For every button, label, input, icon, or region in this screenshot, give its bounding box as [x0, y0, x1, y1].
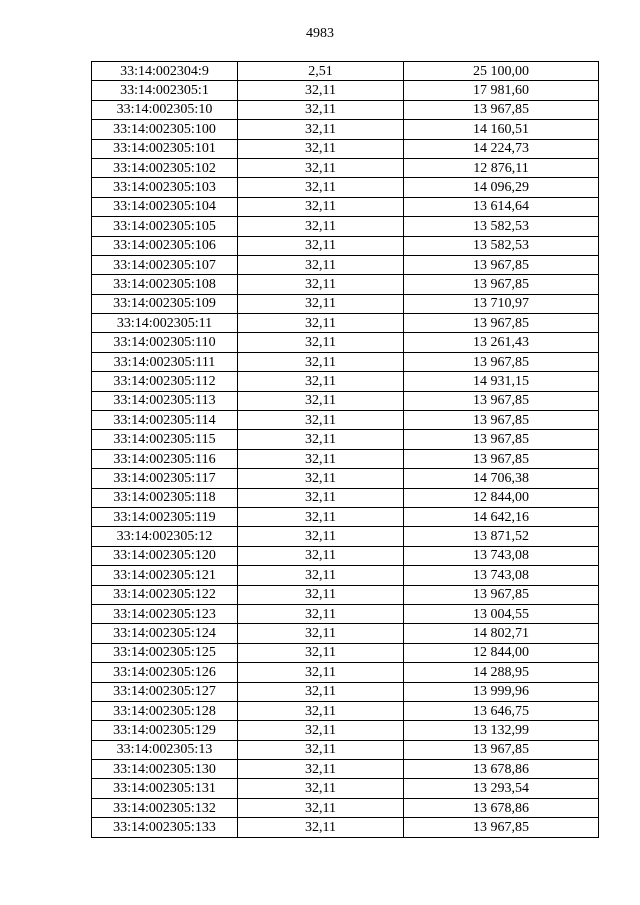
area-cell: 32,11 — [238, 546, 404, 565]
cadastral-number-cell: 33:14:002305:117 — [92, 469, 238, 488]
area-cell: 32,11 — [238, 294, 404, 313]
value-cell: 14 096,29 — [404, 178, 599, 197]
cadastral-number-cell: 33:14:002305:116 — [92, 449, 238, 468]
table-row — [92, 643, 599, 662]
table-row — [92, 721, 599, 740]
value-cell: 13 967,85 — [404, 275, 599, 294]
table-row — [92, 372, 599, 391]
page-number: 4983 — [306, 26, 334, 41]
area-cell: 32,11 — [238, 701, 404, 720]
table-row — [92, 81, 599, 100]
cadastral-number-cell: 33:14:002305:124 — [92, 624, 238, 643]
area-cell: 32,11 — [238, 197, 404, 216]
area-cell: 32,11 — [238, 158, 404, 177]
table-body — [92, 62, 599, 838]
cadastral-number-cell: 33:14:002305:132 — [92, 798, 238, 817]
area-cell: 2,51 — [238, 62, 404, 81]
value-cell: 13 967,85 — [404, 411, 599, 430]
value-cell: 13 967,85 — [404, 818, 599, 837]
value-cell: 13 967,85 — [404, 430, 599, 449]
area-cell: 32,11 — [238, 449, 404, 468]
area-cell: 32,11 — [238, 333, 404, 352]
table-row — [92, 411, 599, 430]
cadastral-number-cell: 33:14:002305:11 — [92, 314, 238, 333]
table-row — [92, 217, 599, 236]
table-row — [92, 275, 599, 294]
cadastral-number-cell: 33:14:002305:130 — [92, 760, 238, 779]
cadastral-number-cell: 33:14:002305:120 — [92, 546, 238, 565]
value-cell: 13 967,85 — [404, 255, 599, 274]
table-row — [92, 624, 599, 643]
table-row — [92, 178, 599, 197]
table-row — [92, 682, 599, 701]
table-row — [92, 798, 599, 817]
value-cell: 13 967,85 — [404, 585, 599, 604]
value-cell: 14 802,71 — [404, 624, 599, 643]
cadastral-number-cell: 33:14:002305:123 — [92, 604, 238, 623]
value-cell: 12 844,00 — [404, 643, 599, 662]
area-cell: 32,11 — [238, 643, 404, 662]
table-row — [92, 139, 599, 158]
cadastral-number-cell: 33:14:002305:111 — [92, 352, 238, 371]
value-cell: 14 642,16 — [404, 507, 599, 526]
cadastral-number-cell: 33:14:002305:119 — [92, 507, 238, 526]
area-cell: 32,11 — [238, 798, 404, 817]
area-cell: 32,11 — [238, 488, 404, 507]
value-cell: 13 967,85 — [404, 314, 599, 333]
value-cell: 14 288,95 — [404, 663, 599, 682]
area-cell: 32,11 — [238, 352, 404, 371]
area-cell: 32,11 — [238, 604, 404, 623]
table-row — [92, 158, 599, 177]
value-cell: 13 967,85 — [404, 391, 599, 410]
cadastral-number-cell: 33:14:002305:103 — [92, 178, 238, 197]
table-row — [92, 120, 599, 139]
value-cell: 12 876,11 — [404, 158, 599, 177]
area-cell: 32,11 — [238, 255, 404, 274]
area-cell: 32,11 — [238, 469, 404, 488]
area-cell: 32,11 — [238, 314, 404, 333]
value-cell: 13 743,08 — [404, 566, 599, 585]
cadastral-number-cell: 33:14:002305:110 — [92, 333, 238, 352]
value-cell: 13 743,08 — [404, 546, 599, 565]
value-cell: 25 100,00 — [404, 62, 599, 81]
cadastral-number-cell: 33:14:002305:126 — [92, 663, 238, 682]
value-cell: 14 160,51 — [404, 120, 599, 139]
table-row — [92, 585, 599, 604]
area-cell: 32,11 — [238, 663, 404, 682]
area-cell: 32,11 — [238, 682, 404, 701]
cadastral-number-cell: 33:14:002305:101 — [92, 139, 238, 158]
cadastral-number-cell: 33:14:002305:107 — [92, 255, 238, 274]
value-cell: 13 967,85 — [404, 100, 599, 119]
area-cell: 32,11 — [238, 624, 404, 643]
table-row — [92, 779, 599, 798]
cadastral-number-cell: 33:14:002304:9 — [92, 62, 238, 81]
value-cell: 13 967,85 — [404, 740, 599, 759]
table-row — [92, 352, 599, 371]
value-cell: 17 981,60 — [404, 81, 599, 100]
table-row — [92, 740, 599, 759]
value-cell: 14 931,15 — [404, 372, 599, 391]
table-row — [92, 818, 599, 837]
value-cell: 13 999,96 — [404, 682, 599, 701]
value-cell: 13 678,86 — [404, 798, 599, 817]
table-row — [92, 527, 599, 546]
table-row — [92, 255, 599, 274]
area-cell: 32,11 — [238, 100, 404, 119]
cadastral-number-cell: 33:14:002305:112 — [92, 372, 238, 391]
area-cell: 32,11 — [238, 81, 404, 100]
area-cell: 32,11 — [238, 236, 404, 255]
value-cell: 12 844,00 — [404, 488, 599, 507]
cadastral-number-cell: 33:14:002305:127 — [92, 682, 238, 701]
cadastral-number-cell: 33:14:002305:133 — [92, 818, 238, 837]
area-cell: 32,11 — [238, 566, 404, 585]
cadastral-number-cell: 33:14:002305:10 — [92, 100, 238, 119]
cadastral-number-cell: 33:14:002305:106 — [92, 236, 238, 255]
area-cell: 32,11 — [238, 760, 404, 779]
table-row — [92, 449, 599, 468]
value-cell: 13 646,75 — [404, 701, 599, 720]
cadastral-number-cell: 33:14:002305:102 — [92, 158, 238, 177]
cadastral-number-cell: 33:14:002305:129 — [92, 721, 238, 740]
value-cell: 14 706,38 — [404, 469, 599, 488]
value-cell: 13 967,85 — [404, 352, 599, 371]
area-cell: 32,11 — [238, 411, 404, 430]
cadastral-number-cell: 33:14:002305:109 — [92, 294, 238, 313]
cadastral-number-cell: 33:14:002305:114 — [92, 411, 238, 430]
value-cell: 13 678,86 — [404, 760, 599, 779]
value-cell: 13 710,97 — [404, 294, 599, 313]
cadastral-number-cell: 33:14:002305:13 — [92, 740, 238, 759]
area-cell: 32,11 — [238, 740, 404, 759]
cadastral-number-cell: 33:14:002305:115 — [92, 430, 238, 449]
cadastral-number-cell: 33:14:002305:118 — [92, 488, 238, 507]
data-table — [91, 61, 599, 838]
value-cell: 13 614,64 — [404, 197, 599, 216]
value-cell: 13 261,43 — [404, 333, 599, 352]
area-cell: 32,11 — [238, 779, 404, 798]
value-cell: 13 871,52 — [404, 527, 599, 546]
area-cell: 32,11 — [238, 217, 404, 236]
cadastral-number-cell: 33:14:002305:113 — [92, 391, 238, 410]
cadastral-number-cell: 33:14:002305:12 — [92, 527, 238, 546]
cadastral-number-cell: 33:14:002305:131 — [92, 779, 238, 798]
cadastral-number-cell: 33:14:002305:121 — [92, 566, 238, 585]
area-cell: 32,11 — [238, 120, 404, 139]
area-cell: 32,11 — [238, 585, 404, 604]
area-cell: 32,11 — [238, 139, 404, 158]
area-cell: 32,11 — [238, 507, 404, 526]
cadastral-number-cell: 33:14:002305:105 — [92, 217, 238, 236]
table-row — [92, 100, 599, 119]
area-cell: 32,11 — [238, 721, 404, 740]
table-row — [92, 701, 599, 720]
table-row — [92, 566, 599, 585]
cadastral-number-cell: 33:14:002305:104 — [92, 197, 238, 216]
table-row — [92, 236, 599, 255]
area-cell: 32,11 — [238, 391, 404, 410]
area-cell: 32,11 — [238, 527, 404, 546]
table-row — [92, 294, 599, 313]
table-row — [92, 488, 599, 507]
table-row — [92, 314, 599, 333]
cadastral-number-cell: 33:14:002305:100 — [92, 120, 238, 139]
table-row — [92, 760, 599, 779]
table-row — [92, 333, 599, 352]
table-row — [92, 391, 599, 410]
cadastral-number-cell: 33:14:002305:1 — [92, 81, 238, 100]
value-cell: 13 132,99 — [404, 721, 599, 740]
value-cell: 13 004,55 — [404, 604, 599, 623]
cadastral-number-cell: 33:14:002305:108 — [92, 275, 238, 294]
cadastral-number-cell: 33:14:002305:125 — [92, 643, 238, 662]
area-cell: 32,11 — [238, 275, 404, 294]
table-row — [92, 469, 599, 488]
cadastral-number-cell: 33:14:002305:122 — [92, 585, 238, 604]
table-row — [92, 62, 599, 81]
value-cell: 14 224,73 — [404, 139, 599, 158]
cadastral-number-cell: 33:14:002305:128 — [92, 701, 238, 720]
value-cell: 13 967,85 — [404, 449, 599, 468]
area-cell: 32,11 — [238, 818, 404, 837]
table-row — [92, 663, 599, 682]
area-cell: 32,11 — [238, 430, 404, 449]
area-cell: 32,11 — [238, 372, 404, 391]
table-row — [92, 430, 599, 449]
value-cell: 13 582,53 — [404, 236, 599, 255]
table-row — [92, 546, 599, 565]
table-row — [92, 604, 599, 623]
table-row — [92, 507, 599, 526]
value-cell: 13 582,53 — [404, 217, 599, 236]
table-row — [92, 197, 599, 216]
value-cell: 13 293,54 — [404, 779, 599, 798]
area-cell: 32,11 — [238, 178, 404, 197]
